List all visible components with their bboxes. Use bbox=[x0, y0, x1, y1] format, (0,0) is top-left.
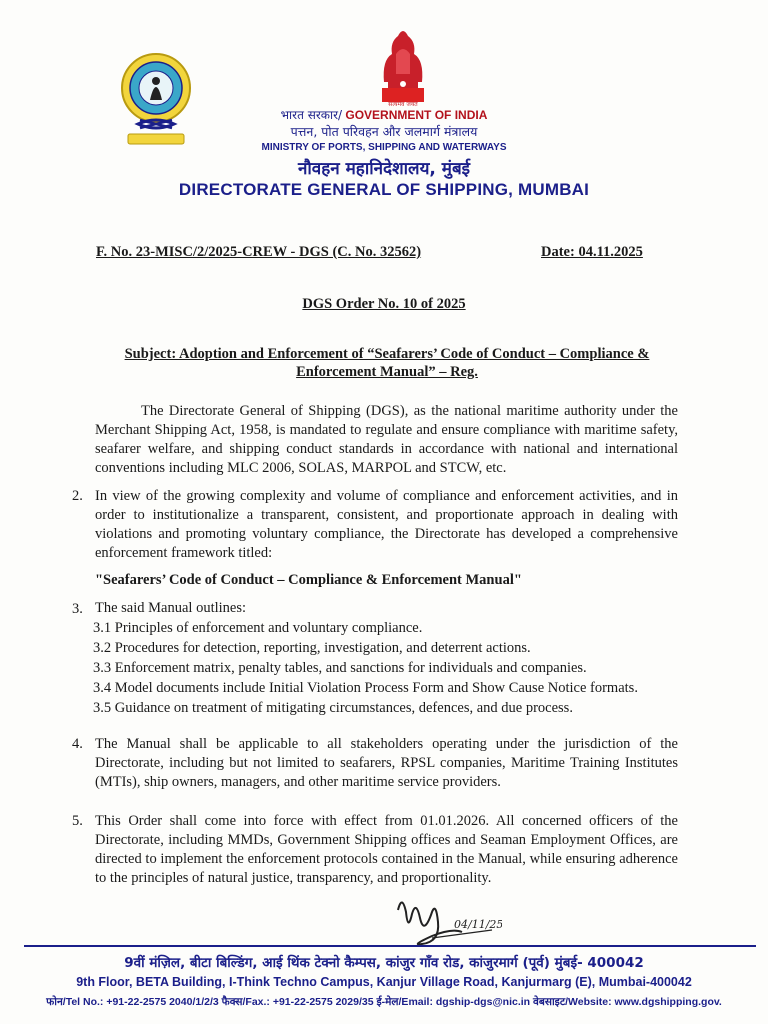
list-item: 3.4 Model documents include Initial Violation Process Form and Show Cause Notice formats. bbox=[93, 680, 638, 696]
signature bbox=[392, 892, 502, 950]
paragraph-2-number: 2. bbox=[72, 488, 83, 504]
paragraph-5: This Order shall come into force with effect from 01.01.2026. All concerned officers of the Directorate, including MMDs, Government Shipping offices and Seaman Employment Offices, are directed to implement the enforcement protocols contained in the Manual, while ensuring adherence to the principles of natural justice, transparency, and proportionality. bbox=[95, 813, 678, 886]
subject-line: Subject: Adoption and Enforcement of “Seafarers’ Code of Conduct – Compliance & Enforcement Manual” – Reg. bbox=[124, 346, 650, 380]
national-emblem bbox=[374, 24, 432, 108]
paragraph-1: The Directorate General of Shipping (DGS), as the national maritime authority under the Merchant Shipping Act, 1958, is mandated to regulate and ensure compliance with maritime safety, seafarer welfare, and shipping conduct standards in accordance with national and international conventions including MLC 2006, SOLAS, MARPOL and STCW, etc. bbox=[95, 403, 678, 476]
file-number: F. No. 23-MISC/2/2025-CREW - DGS (C. No. 32562) bbox=[96, 244, 422, 260]
list-item: 3.3 Enforcement matrix, penalty tables, and sanctions for individuals and companies. bbox=[93, 660, 587, 676]
manual-outline-list bbox=[93, 618, 638, 718]
footer-contact: फोन/Tel No.: +91-22-2575 2040/1/2/3 फैक्स/Fax.: +91-22-2575 2029/35 ई-मेल/Email: dgship-dgs@nic.in वेबसाइट/Website: www.dgshipping.gov. bbox=[46, 996, 722, 1008]
paragraph-4-number: 4. bbox=[72, 736, 83, 752]
svg-text:सत्यमेव जयते: सत्यमेव जयते bbox=[388, 101, 418, 108]
manual-title: "Seafarers’ Code of Conduct – Compliance & Enforcement Manual" bbox=[95, 572, 522, 588]
header-ministry-hindi: पत्तन, पोत परिवहन और जलमार्ग मंत्रालय bbox=[290, 124, 478, 139]
paragraph-2: In view of the growing complexity and volume of compliance and enforcement activities, and in order to institutionalize a transparent, consistent, and proportionate approach in dealing with violations and promoting voluntary compliance, the Directorate has developed a comprehensive enforcement framework titled: bbox=[95, 488, 678, 561]
footer-address-hindi: 9वीं मंज़िल, बीटा बिल्डिंग, आई थिंक टेक्नो कैम्पस, कांजुर गाँव रोड, कांजुरमार्ग (पूर्व) मुंबई- 400042 bbox=[124, 955, 644, 971]
paragraph-5-number: 5. bbox=[72, 813, 83, 829]
header-ministry-english: MINISTRY OF PORTS, SHIPPING AND WATERWAYS bbox=[261, 142, 507, 153]
list-item: 3.1 Principles of enforcement and voluntary compliance. bbox=[93, 620, 423, 636]
paragraph-3: The said Manual outlines: bbox=[95, 600, 247, 616]
header-directorate-english: DIRECTORATE GENERAL OF SHIPPING, MUMBAI bbox=[178, 180, 590, 199]
paragraph-3-number: 3. bbox=[72, 601, 83, 617]
list-item: 3.2 Procedures for detection, reporting, investigation, and deterrent actions. bbox=[93, 640, 531, 656]
header-government-english: GOVERNMENT OF INDIA bbox=[342, 108, 488, 122]
list-item: 3.5 Guidance on treatment of mitigating circumstances, defences, and due process. bbox=[93, 700, 573, 716]
order-title: DGS Order No. 10 of 2025 bbox=[302, 296, 466, 312]
header-government bbox=[0, 106, 768, 123]
order-date: Date: 04.11.2025 bbox=[541, 244, 643, 260]
signature-date: 04/11/25 bbox=[454, 918, 502, 931]
footer-divider bbox=[24, 945, 756, 947]
footer-address-english: 9th Floor, BETA Building, I-Think Techno Campus, Kanjur Village Road, Kanjurmarg (E), Mumbai-400042 bbox=[76, 975, 692, 989]
paragraph-4: The Manual shall be applicable to all stakeholders operating under the jurisdiction of the Directorate, including but not limited to seafarers, RPSL companies, Maritime Training Institutes (MTIs), ship owners, managers, and other maritime service providers. bbox=[95, 736, 678, 790]
header-directorate-hindi: नौवहन महानिदेशालय, मुंबई bbox=[297, 159, 471, 179]
header-government-hindi: भारत सरकार/ bbox=[280, 108, 343, 122]
